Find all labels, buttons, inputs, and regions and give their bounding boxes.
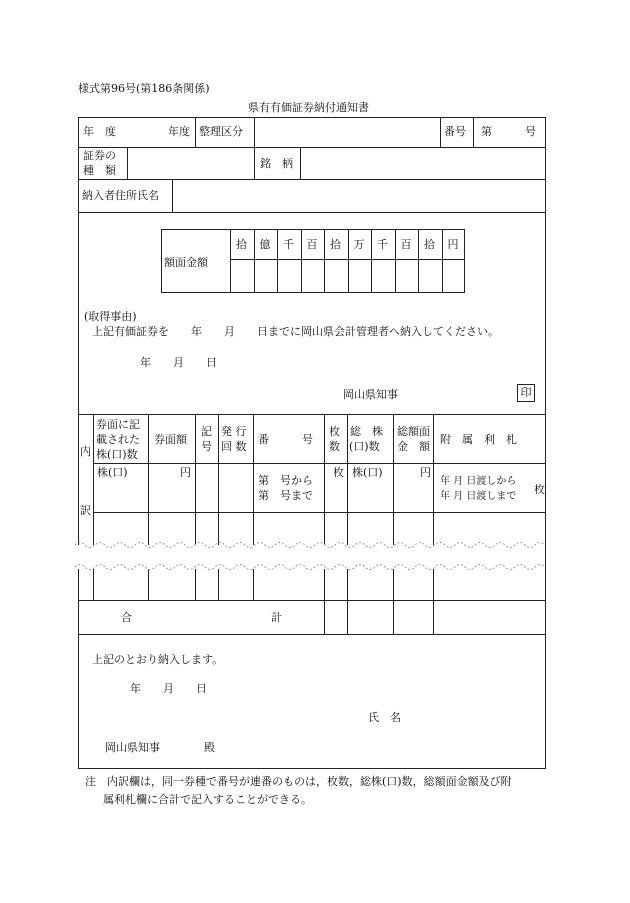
column-divider xyxy=(433,414,434,634)
side-label-bottom: 訳 xyxy=(80,504,91,517)
header-kind-1: 券面に記 xyxy=(96,418,140,431)
header-mark-2: 号 xyxy=(201,440,212,453)
header-total-face-2: 金 額 xyxy=(397,440,430,453)
digit-label: 万 xyxy=(353,238,365,251)
column-divider xyxy=(324,414,325,634)
digit-divider xyxy=(254,229,255,293)
digit-divider xyxy=(418,229,419,293)
reason-label: (取得事由) xyxy=(84,310,137,323)
cell-divider xyxy=(195,117,196,147)
cell-divider xyxy=(230,229,231,293)
addressee: 岡山県知事 殿 xyxy=(105,741,215,754)
column-divider xyxy=(253,414,254,600)
digit-divider xyxy=(442,229,443,293)
instruction-text: 上記有価証券を 年 月 日までに岡山県会計管理者へ納入してください。 xyxy=(92,325,499,338)
row-unit: 株(口) xyxy=(97,466,128,479)
digit-label: 百 xyxy=(400,238,412,251)
row-number-to: 第 号まで xyxy=(258,489,313,502)
payer-label: 納入者住所氏名 xyxy=(82,189,159,202)
row-coupon-from: 年 月 日渡しから xyxy=(440,476,517,487)
cell-divider xyxy=(473,117,474,147)
cell-divider xyxy=(172,179,173,212)
digit-label: 千 xyxy=(377,238,388,251)
header-total-face-1: 総額面 xyxy=(397,425,430,438)
wavy-break-top xyxy=(75,540,545,550)
column-divider xyxy=(195,414,196,600)
seal-mark: 印 xyxy=(517,384,535,402)
digit-divider xyxy=(277,229,278,293)
issuer-name: 岡山県知事 xyxy=(343,388,398,401)
column-divider xyxy=(393,414,394,634)
row-total-yen: 円 xyxy=(420,466,431,479)
payer-name-label: 氏 名 xyxy=(368,711,401,724)
header-issue-2: 回 数 xyxy=(221,440,247,453)
header-kind-2: 載された xyxy=(96,433,140,446)
cell-divider xyxy=(440,117,441,147)
digit-label: 拾 xyxy=(330,238,341,251)
payment-date: 年 月 日 xyxy=(130,682,207,695)
digit-divider xyxy=(301,229,302,293)
column-divider xyxy=(148,414,149,600)
notice-date: 年 月 日 xyxy=(140,356,217,369)
digit-label: 百 xyxy=(306,238,318,251)
header-number: 番 号 xyxy=(258,433,313,446)
digit-divider xyxy=(395,229,396,293)
row-count-unit: 枚 xyxy=(333,466,344,479)
control-label: 整理区分 xyxy=(199,125,243,138)
digit-divider xyxy=(324,229,325,293)
brand-label: 銘 柄 xyxy=(260,157,293,170)
row-divider xyxy=(78,147,546,148)
row-coupon-unit: 枚 xyxy=(534,483,545,496)
cell-divider xyxy=(300,147,301,179)
row-divider xyxy=(78,212,546,213)
header-count-1: 枚 xyxy=(329,425,340,438)
column-divider xyxy=(218,414,219,600)
header-kind-3: 株(口)数 xyxy=(96,448,138,461)
header-total-1: 総 株 xyxy=(350,425,383,438)
page-title: 県有有価証券納付通知書 xyxy=(248,101,369,114)
digit-label: 千 xyxy=(283,238,294,251)
cell-divider xyxy=(127,147,128,179)
digit-divider xyxy=(371,229,372,293)
row-yen: 円 xyxy=(180,466,191,479)
header-mark-1: 記 xyxy=(201,425,212,438)
cell-divider xyxy=(254,117,255,179)
digit-label: 億 xyxy=(259,238,271,251)
year-unit: 年度 xyxy=(168,125,190,138)
row-divider xyxy=(78,634,546,635)
number-label: 番号 xyxy=(444,125,466,138)
header-coupon: 附 属 利 札 xyxy=(440,433,517,446)
footnote-line-2: 属利札欄に合計で記入することができる。 xyxy=(103,793,312,806)
digit-divider xyxy=(348,229,349,293)
header-face: 券面額 xyxy=(154,433,187,446)
payment-statement: 上記のとおり納入します。 xyxy=(92,653,224,666)
digit-label: 円 xyxy=(447,238,459,251)
digit-label: 拾 xyxy=(424,238,435,251)
row-divider xyxy=(78,179,546,180)
header-issue-1: 発 行 xyxy=(221,425,247,438)
row-divider xyxy=(93,463,546,464)
form-number: 様式第96号(第186条関係) xyxy=(78,82,210,95)
total-label-2: 計 xyxy=(271,611,282,624)
side-label-top: 内 xyxy=(80,445,91,458)
wavy-break-bottom xyxy=(75,562,545,572)
row-number-from: 第 号から xyxy=(258,474,313,487)
row-divider xyxy=(93,512,546,513)
row-divider xyxy=(78,600,546,601)
form-frame-bottom xyxy=(78,768,546,769)
row-total-unit: 株(口) xyxy=(352,466,383,479)
total-label-1: 合 xyxy=(121,611,132,624)
digit-label: 拾 xyxy=(236,238,247,251)
footnote-line-1: 注 内訳欄は，同一券種で番号が連番のものは，枚数，総株(口)数，総額面金額及び附 xyxy=(85,775,512,788)
column-divider xyxy=(347,414,348,634)
column-divider xyxy=(93,414,94,600)
security-type-label-1: 証券の xyxy=(83,149,116,162)
face-amount-label: 額面金額 xyxy=(164,256,208,269)
header-total-2: (口)数 xyxy=(349,440,380,453)
header-count-2: 数 xyxy=(329,440,340,453)
row-coupon-to: 年 月 日渡しまで xyxy=(440,491,517,502)
number-value: 第 号 xyxy=(481,125,536,138)
security-type-label-2: 種 類 xyxy=(83,164,116,177)
year-label: 年 度 xyxy=(83,125,116,138)
